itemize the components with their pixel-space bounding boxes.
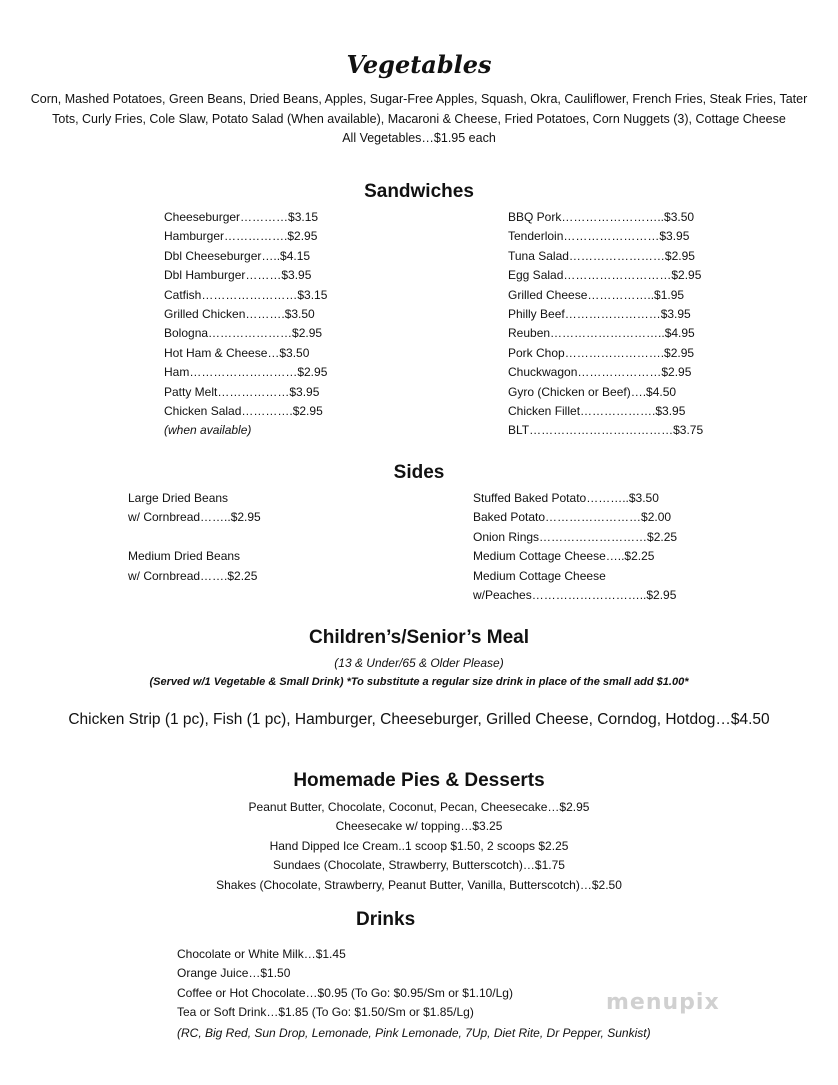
side-item: Baked Potato……………………$2.00 (473, 510, 672, 525)
side-item: w/Peaches………………………..$2.95 (473, 587, 677, 602)
sandwich-item: BLT………………………………$3.75 (508, 423, 704, 438)
drinks-list (177, 945, 513, 1023)
sandwich-item: (when available) (164, 423, 252, 438)
sandwich-item: Hamburger…………….$2.95 (164, 229, 318, 244)
drink-item: Orange Juice…$1.50 (177, 966, 291, 981)
side-item (128, 528, 261, 547)
sandwich-item: Tenderloin……………………$3.95 (508, 229, 690, 244)
vegetables-price: All Vegetables…$1.95 each (342, 131, 496, 146)
sandwiches-title: Sandwiches (364, 181, 474, 202)
menupix-watermark: menupix (606, 990, 720, 1015)
sandwich-item: Egg Salad………………………$2.95 (508, 268, 702, 283)
childrens-served-note: (Served w/1 Vegetable & Small Drink) *To substitute a regular size drink in place of the small add $1.00* (149, 676, 689, 688)
childrens-age-note: (13 & Under/65 & Older Please) (334, 656, 504, 670)
sandwich-item: Bologna…………………$2.95 (164, 326, 323, 341)
sides-right-column (473, 489, 677, 605)
childrens-items: Chicken Strip (1 pc), Fish (1 pc), Hamburger, Cheeseburger, Grilled Cheese, Corndog, Hotdog…$4.50 (68, 711, 770, 728)
sandwich-item: Gyro (Chicken or Beef)….$4.50 (508, 384, 677, 399)
sandwich-item: Chuckwagon…………………$2.95 (508, 365, 692, 380)
childrens-title: Children’s/Senior’s Meal (309, 627, 529, 648)
dessert-item: Peanut Butter, Chocolate, Coconut, Pecan, Cheesecake…$2.95 (248, 800, 590, 814)
dessert-item: Cheesecake w/ topping…$3.25 (335, 819, 503, 834)
drinks-brands: (RC, Big Red, Sun Drop, Lemonade, Pink Lemonade, 7Up, Diet Rite, Dr Pepper, Sunkist) (177, 1026, 651, 1040)
drinks-title: Drinks (356, 909, 416, 930)
sandwich-item: Grilled Cheese……………..$1.95 (508, 287, 685, 302)
side-item: w/ Cornbread……..$2.95 (128, 510, 261, 525)
side-item: Onion Rings………………………$2.25 (473, 529, 678, 544)
side-item: Stuffed Baked Potato………..$3.50 (473, 491, 659, 505)
sides-left-column (128, 489, 261, 586)
sides-title: Sides (393, 462, 445, 483)
drink-item: Coffee or Hot Chocolate…$0.95 (To Go: $0.95/Sm or $1.10/Lg) (177, 985, 513, 1000)
sandwich-item: Chicken Fillet……………….$3.95 (508, 403, 686, 418)
vegetables-line: Tots, Curly Fries, Cole Slaw, Potato Salad (When available), Macaroni & Cheese, Fried Potatoes, Corn Nuggets (3), Cottage Cheese (52, 111, 786, 126)
dessert-item: Sundaes (Chocolate, Strawberry, Butterscotch)…$1.75 (273, 858, 565, 873)
desserts-title: Homemade Pies & Desserts (293, 770, 545, 791)
sandwich-item: Pork Chop…………………….$2.95 (508, 345, 695, 360)
side-item: Medium Cottage Cheese…..$2.25 (473, 549, 655, 564)
dessert-item: Hand Dipped Ice Cream..1 scoop $1.50, 2 scoops $2.25 (269, 838, 569, 853)
sandwich-item: Ham………………………$2.95 (164, 365, 328, 380)
sandwich-item: Patty Melt………………$3.95 (164, 384, 320, 399)
sandwich-item: Reuben………………………..$4.95 (508, 326, 695, 341)
sandwich-item: Cheeseburger…………$3.15 (164, 210, 319, 224)
sandwich-item: Hot Ham & Cheese…$3.50 (164, 345, 310, 360)
sandwich-item: Dbl Cheeseburger…..$4.15 (164, 248, 311, 263)
sandwich-item: Catfish……………………$3.15 (164, 287, 328, 302)
sandwich-item: Chicken Salad………….$2.95 (164, 403, 323, 418)
vegetables-line: Corn, Mashed Potatoes, Green Beans, Dried Beans, Apples, Sugar-Free Apples, Squash, Okra, Cauliflower, French Fries, Steak Fries, Tater (30, 92, 808, 106)
side-item: Medium Dried Beans (128, 549, 241, 564)
sandwich-item: Philly Beef……………………$3.95 (508, 306, 691, 321)
sandwiches-left-column (164, 208, 327, 441)
vegetables-list (0, 90, 838, 149)
drink-item: Tea or Soft Drink…$1.85 (To Go: $1.50/Sm or $1.85/Lg) (177, 1005, 474, 1020)
sandwich-item: Tuna Salad……………………$2.95 (508, 248, 695, 263)
sandwich-item: BBQ Pork……………………..$3.50 (508, 210, 695, 224)
dessert-item: Shakes (Chocolate, Strawberry, Peanut Butter, Vanilla, Butterscotch)…$2.50 (216, 877, 622, 892)
sandwiches-right-column (508, 208, 703, 441)
sandwich-item: Dbl Hamburger………$3.95 (164, 268, 312, 283)
side-item: w/ Cornbread…….$2.25 (128, 568, 258, 583)
desserts-list (0, 798, 838, 895)
side-item: Medium Cottage Cheese (473, 568, 606, 583)
vegetables-title: Vegetables (346, 50, 492, 79)
side-item: Large Dried Beans (128, 491, 229, 505)
drink-item: Chocolate or White Milk…$1.45 (177, 947, 346, 961)
sandwich-item: Grilled Chicken……….$3.50 (164, 306, 315, 321)
